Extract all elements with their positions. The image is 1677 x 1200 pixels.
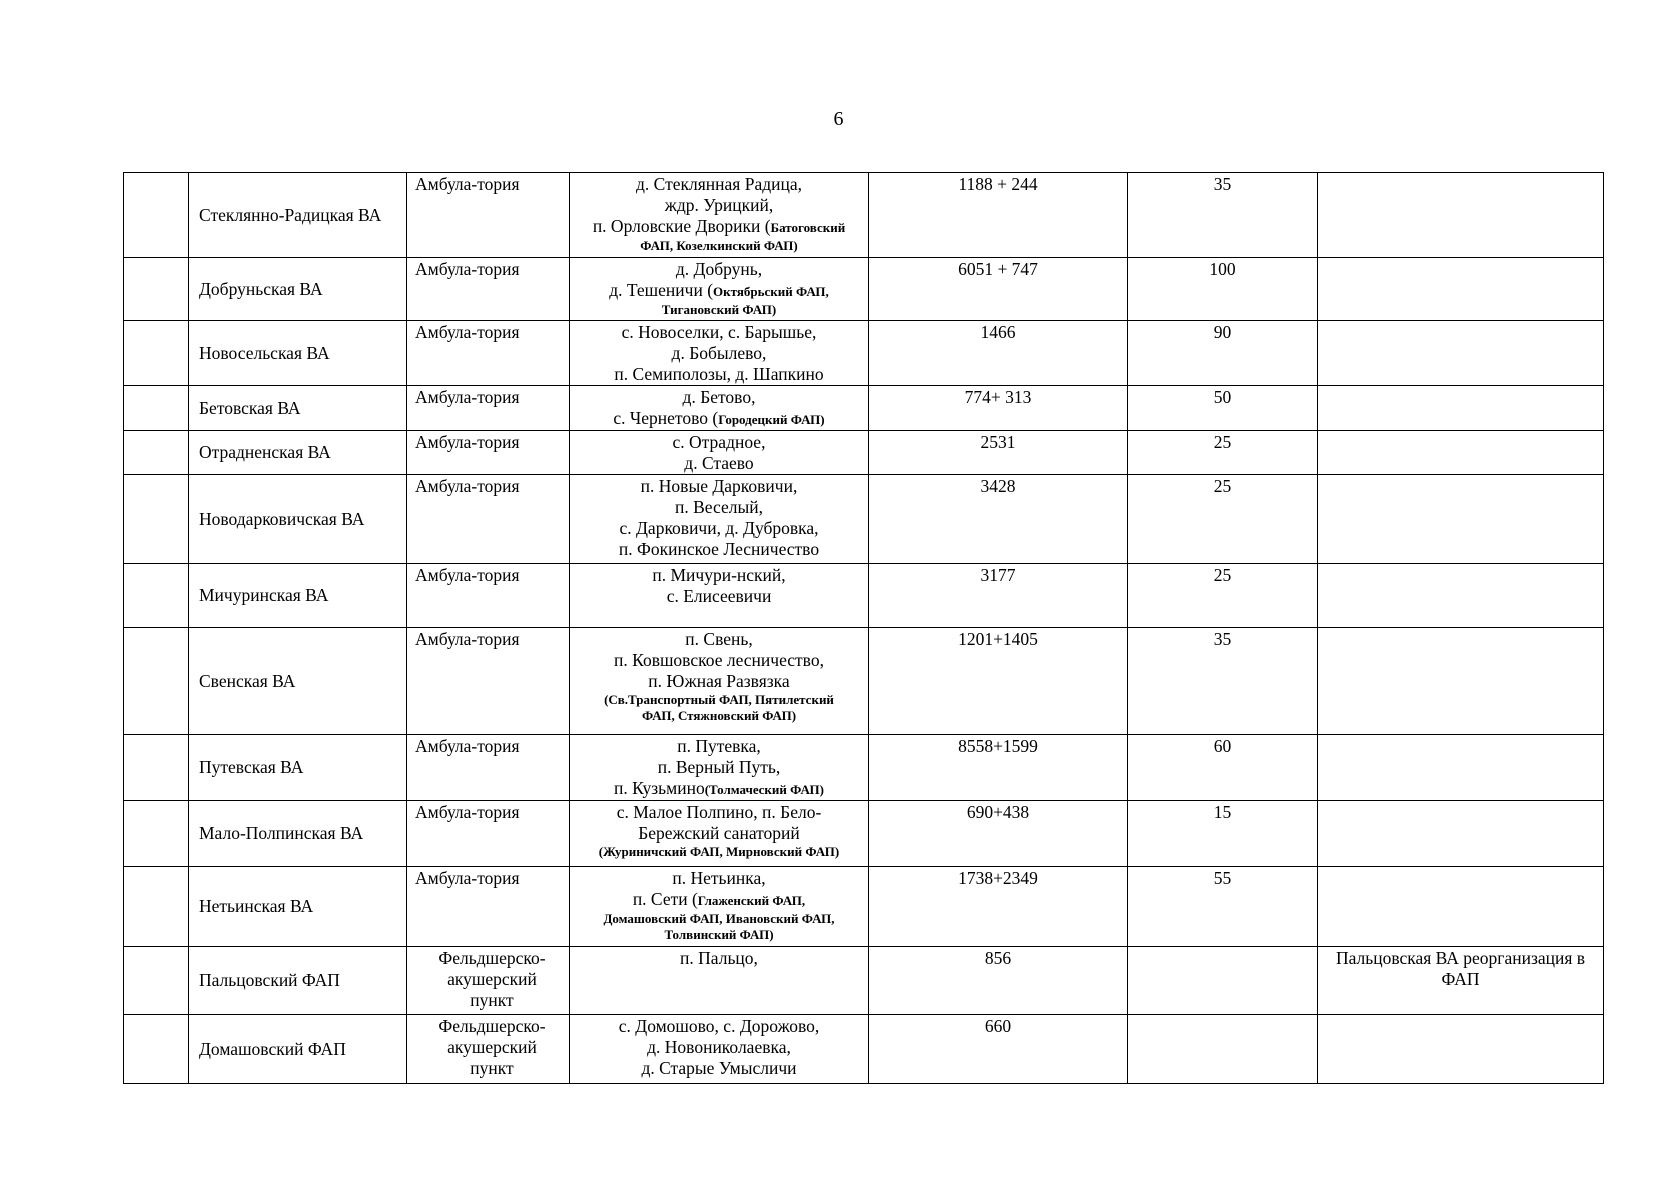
row-number-cell bbox=[124, 258, 189, 321]
address-note: Городецкий ФАП) bbox=[718, 412, 825, 427]
table-row bbox=[124, 475, 1604, 564]
address-line bbox=[574, 322, 864, 343]
note-cell bbox=[1318, 258, 1604, 321]
facility-type: Амбула-тория bbox=[415, 174, 520, 194]
address-cell bbox=[570, 173, 869, 258]
address-text: п. Сети ( bbox=[632, 889, 698, 909]
facility-type-line: пункт bbox=[470, 990, 514, 1010]
facility-type: Амбула-тория bbox=[415, 387, 520, 407]
facility-type: Амбула-тория bbox=[415, 432, 520, 452]
facility-name: Стеклянно-Радицкая ВА bbox=[199, 204, 382, 225]
address-text: п. Мичури-нский, bbox=[652, 565, 786, 585]
row-number-cell bbox=[124, 801, 189, 867]
facility-type: Амбула-тория bbox=[415, 476, 520, 496]
row-number-cell bbox=[124, 867, 189, 947]
facility-name-cell bbox=[189, 801, 407, 867]
population-cell: 6051 + 747 bbox=[869, 258, 1128, 321]
address-text: д. Бобылево, bbox=[671, 343, 767, 363]
capacity-cell: 55 bbox=[1128, 867, 1318, 947]
note-cell bbox=[1318, 867, 1604, 947]
address-note: Глаженский ФАП, bbox=[697, 893, 806, 908]
address-text: п. Путевка, bbox=[677, 736, 761, 756]
address-text: с. Домошово, с. Дорожово, bbox=[618, 1016, 820, 1036]
address-line bbox=[574, 518, 864, 539]
address-line: Толвинский ФАП) bbox=[664, 927, 774, 942]
population-cell: 774+ 313 bbox=[869, 386, 1128, 431]
address-line bbox=[574, 671, 864, 692]
address-note: Октябрьский ФАП, bbox=[713, 284, 829, 299]
note-cell bbox=[1318, 564, 1604, 628]
facility-name: Пальцовский ФАП bbox=[199, 970, 340, 990]
address-line bbox=[574, 453, 864, 474]
note-cell bbox=[1318, 735, 1604, 801]
address-text: п. Ковшовское лесничество, bbox=[614, 650, 824, 670]
address-text: п. Кузьмино bbox=[614, 778, 705, 798]
address-line bbox=[574, 174, 864, 195]
facility-name-cell bbox=[189, 258, 407, 321]
facility-name: Бетовская ВА bbox=[199, 397, 301, 418]
address-line bbox=[574, 216, 864, 238]
facility-name: Путевская ВА bbox=[199, 757, 304, 777]
capacity-cell: 90 bbox=[1128, 321, 1318, 386]
address-line bbox=[574, 778, 864, 800]
address-text: д. Бетово, bbox=[682, 387, 756, 407]
population-cell: 3428 bbox=[869, 475, 1128, 564]
address-line bbox=[574, 586, 864, 607]
address-note: (Толмачеcкий ФАП) bbox=[704, 782, 824, 797]
facility-name: Свенская ВА bbox=[199, 670, 296, 691]
facility-name: Мало-Полпинская ВА bbox=[199, 823, 364, 843]
table-row bbox=[124, 1015, 1604, 1084]
facility-name: Новосельская ВА bbox=[199, 342, 330, 363]
row-number-cell bbox=[124, 735, 189, 801]
address-cell bbox=[570, 735, 869, 801]
address-cell bbox=[570, 321, 869, 386]
address-line bbox=[574, 565, 864, 586]
table-row bbox=[124, 735, 1604, 801]
facility-name-cell bbox=[189, 431, 407, 475]
facility-name: Новодарковичская ВА bbox=[199, 508, 365, 529]
note-cell bbox=[1318, 628, 1604, 735]
address-text: п. Свень, bbox=[685, 629, 753, 649]
table-row bbox=[124, 431, 1604, 475]
population-cell: 856 bbox=[869, 947, 1128, 1015]
population-cell: 660 bbox=[869, 1015, 1128, 1084]
facility-name-cell bbox=[189, 564, 407, 628]
address-cell bbox=[570, 867, 869, 947]
address-text: д. Новониколаевка, bbox=[647, 1037, 791, 1057]
population-cell: 3177 bbox=[869, 564, 1128, 628]
address-cell bbox=[570, 947, 869, 1015]
address-cell bbox=[570, 431, 869, 475]
facility-name-cell bbox=[189, 1015, 407, 1084]
facility-type-line: Фельдшерско- bbox=[438, 948, 546, 968]
address-line bbox=[574, 736, 864, 757]
address-line bbox=[574, 497, 864, 518]
address-line bbox=[574, 823, 864, 844]
address-text: п. Пальцо, bbox=[680, 948, 758, 968]
facility-name-cell bbox=[189, 735, 407, 801]
table-row bbox=[124, 947, 1604, 1015]
address-line bbox=[574, 364, 864, 385]
row-number-cell bbox=[124, 564, 189, 628]
population-cell: 1738+2349 bbox=[869, 867, 1128, 947]
address-line: Тигановский ФАП) bbox=[661, 302, 777, 317]
address-cell bbox=[570, 801, 869, 867]
table-row bbox=[124, 801, 1604, 867]
facility-type-cell bbox=[407, 801, 570, 867]
note-cell bbox=[1318, 1015, 1604, 1084]
capacity-cell bbox=[1128, 947, 1318, 1015]
address-line bbox=[574, 259, 864, 280]
table-row bbox=[124, 173, 1604, 258]
capacity-cell: 35 bbox=[1128, 173, 1318, 258]
note-cell bbox=[1318, 801, 1604, 867]
address-line bbox=[574, 408, 864, 430]
facility-type: Амбула-тория bbox=[415, 629, 520, 649]
facility-type-cell bbox=[407, 1015, 570, 1084]
address-text: п. Нетьинка, bbox=[672, 868, 766, 888]
facility-name: Отрадненская ВА bbox=[199, 442, 331, 462]
capacity-cell bbox=[1128, 1015, 1318, 1084]
address-text: п. Фокинское Лесничество bbox=[618, 539, 820, 559]
address-text: ждр. Урицкий, bbox=[664, 195, 774, 215]
address-line bbox=[574, 1037, 864, 1058]
population-cell: 1466 bbox=[869, 321, 1128, 386]
note-cell bbox=[1318, 475, 1604, 564]
capacity-cell: 60 bbox=[1128, 735, 1318, 801]
address-line bbox=[574, 868, 864, 889]
address-text: п. Верный Путь, bbox=[657, 757, 781, 777]
address-line: Домашовский ФАП, Ивановский ФАП, bbox=[603, 911, 835, 926]
facility-type: Амбула-тория bbox=[415, 868, 520, 888]
row-number-cell bbox=[124, 431, 189, 475]
address-line bbox=[574, 539, 864, 560]
address-text: с. Отрадное, bbox=[672, 432, 766, 452]
address-text: д. Тешеничи ( bbox=[609, 280, 714, 300]
row-number-cell bbox=[124, 1015, 189, 1084]
address-text: п. Семиполозы, д. Шапкино bbox=[614, 364, 824, 384]
capacity-cell: 25 bbox=[1128, 431, 1318, 475]
facility-name: Нетьинская ВА bbox=[199, 896, 314, 916]
address-line bbox=[574, 757, 864, 778]
facility-type-cell bbox=[407, 173, 570, 258]
facility-name-cell bbox=[189, 475, 407, 564]
row-number-cell bbox=[124, 628, 189, 735]
capacity-cell: 50 bbox=[1128, 386, 1318, 431]
facility-type-line: Фельдшерско- bbox=[438, 1016, 546, 1036]
address-text: д. Добрунь, bbox=[675, 259, 763, 279]
facility-name-cell bbox=[189, 947, 407, 1015]
address-line: (Журиничский ФАП, Мирновский ФАП) bbox=[598, 844, 840, 859]
address-text: с. Елисеевичи bbox=[666, 586, 772, 606]
address-text: п. Веселый, bbox=[675, 497, 763, 517]
address-text: д. Стеклянная Радица, bbox=[636, 174, 802, 194]
address-text: п. Южная Развязка bbox=[648, 671, 790, 691]
facility-type-cell bbox=[407, 628, 570, 735]
facility-name-cell bbox=[189, 386, 407, 431]
table-row bbox=[124, 867, 1604, 947]
row-number-cell bbox=[124, 386, 189, 431]
capacity-cell: 15 bbox=[1128, 801, 1318, 867]
address-text: с. Дарковичи, д. Дубровка, bbox=[619, 518, 819, 538]
address-cell bbox=[570, 564, 869, 628]
capacity-cell: 100 bbox=[1128, 258, 1318, 321]
population-cell: 690+438 bbox=[869, 801, 1128, 867]
address-line bbox=[574, 387, 864, 408]
address-text: с. Малое Полпино, п. Бело- bbox=[616, 802, 822, 822]
address-text: д. Старые Умысличи bbox=[641, 1058, 797, 1078]
facility-type: Амбула-тория bbox=[415, 259, 520, 279]
address-line bbox=[574, 195, 864, 216]
facility-type: Амбула-тория bbox=[415, 736, 520, 756]
facility-name: Добруньская ВА bbox=[199, 278, 323, 299]
table-body bbox=[124, 173, 1604, 1084]
row-number-cell bbox=[124, 475, 189, 564]
address-text: Бережский санаторий bbox=[638, 823, 800, 843]
facility-type-line: акушерский bbox=[447, 969, 537, 989]
capacity-cell: 35 bbox=[1128, 628, 1318, 735]
facility-type-cell bbox=[407, 258, 570, 321]
population-cell: 8558+1599 bbox=[869, 735, 1128, 801]
facility-name-cell bbox=[189, 628, 407, 735]
address-text: п. Новые Дарковичи, bbox=[640, 476, 798, 496]
population-cell: 1188 + 244 bbox=[869, 173, 1128, 258]
address-line bbox=[574, 629, 864, 650]
facilities-table bbox=[123, 172, 1604, 1084]
address-line bbox=[574, 343, 864, 364]
address-text: с. Чернетово ( bbox=[613, 408, 719, 428]
note-cell bbox=[1318, 386, 1604, 431]
note-cell bbox=[1318, 321, 1604, 386]
address-cell bbox=[570, 1015, 869, 1084]
address-line bbox=[574, 432, 864, 453]
address-line bbox=[574, 1016, 864, 1037]
facility-type-line: пункт bbox=[470, 1058, 514, 1078]
facility-name-cell bbox=[189, 321, 407, 386]
table-row bbox=[124, 386, 1604, 431]
facility-name: Домашовский ФАП bbox=[199, 1038, 346, 1059]
population-cell: 1201+1405 bbox=[869, 628, 1128, 735]
note-cell bbox=[1318, 431, 1604, 475]
address-cell bbox=[570, 386, 869, 431]
capacity-cell: 25 bbox=[1128, 475, 1318, 564]
address-line bbox=[574, 802, 864, 823]
address-line: ФАП, Козелкинский ФАП) bbox=[640, 238, 798, 253]
facility-type-cell bbox=[407, 386, 570, 431]
row-number-cell bbox=[124, 321, 189, 386]
facility-type-cell bbox=[407, 321, 570, 386]
address-line bbox=[574, 650, 864, 671]
address-line: ФАП, Стяжновский ФАП) bbox=[641, 708, 797, 723]
page-number: 6 bbox=[833, 108, 844, 130]
address-text: д. Стаево bbox=[684, 453, 754, 473]
population-cell: 2531 bbox=[869, 431, 1128, 475]
facility-name-cell bbox=[189, 867, 407, 947]
table-row bbox=[124, 564, 1604, 628]
note-cell: Пальцовская ВА реорганизация в ФАП bbox=[1318, 947, 1604, 1015]
capacity-cell: 25 bbox=[1128, 564, 1318, 628]
facility-type-cell bbox=[407, 867, 570, 947]
facility-type: Амбула-тория bbox=[415, 565, 520, 585]
facility-name-cell bbox=[189, 173, 407, 258]
address-text: п. Орловские Дворики ( bbox=[592, 216, 771, 236]
address-line bbox=[574, 1058, 864, 1079]
address-line bbox=[574, 889, 864, 911]
row-number-cell bbox=[124, 173, 189, 258]
facility-type: Амбула-тория bbox=[415, 802, 520, 822]
note-cell bbox=[1318, 173, 1604, 258]
table-row bbox=[124, 321, 1604, 386]
address-text: с. Новоселки, с. Барышье, bbox=[621, 322, 817, 342]
facility-type-cell bbox=[407, 947, 570, 1015]
table-row bbox=[124, 258, 1604, 321]
facility-name: Мичуринская ВА bbox=[199, 585, 329, 605]
facility-type: Амбула-тория bbox=[415, 322, 520, 342]
facility-type-cell bbox=[407, 431, 570, 475]
address-line bbox=[574, 280, 864, 302]
facility-type-cell bbox=[407, 735, 570, 801]
address-note: Батоговский bbox=[770, 220, 846, 235]
address-line bbox=[574, 948, 864, 969]
facility-type-cell bbox=[407, 564, 570, 628]
address-cell bbox=[570, 475, 869, 564]
address-line bbox=[574, 476, 864, 497]
address-cell bbox=[570, 258, 869, 321]
row-number-cell bbox=[124, 947, 189, 1015]
table-row bbox=[124, 628, 1604, 735]
address-cell bbox=[570, 628, 869, 735]
facility-type-line: акушерский bbox=[447, 1037, 537, 1057]
facility-type-cell bbox=[407, 475, 570, 564]
address-line: (Св.Транспортный ФАП, Пятилетский bbox=[604, 692, 834, 707]
